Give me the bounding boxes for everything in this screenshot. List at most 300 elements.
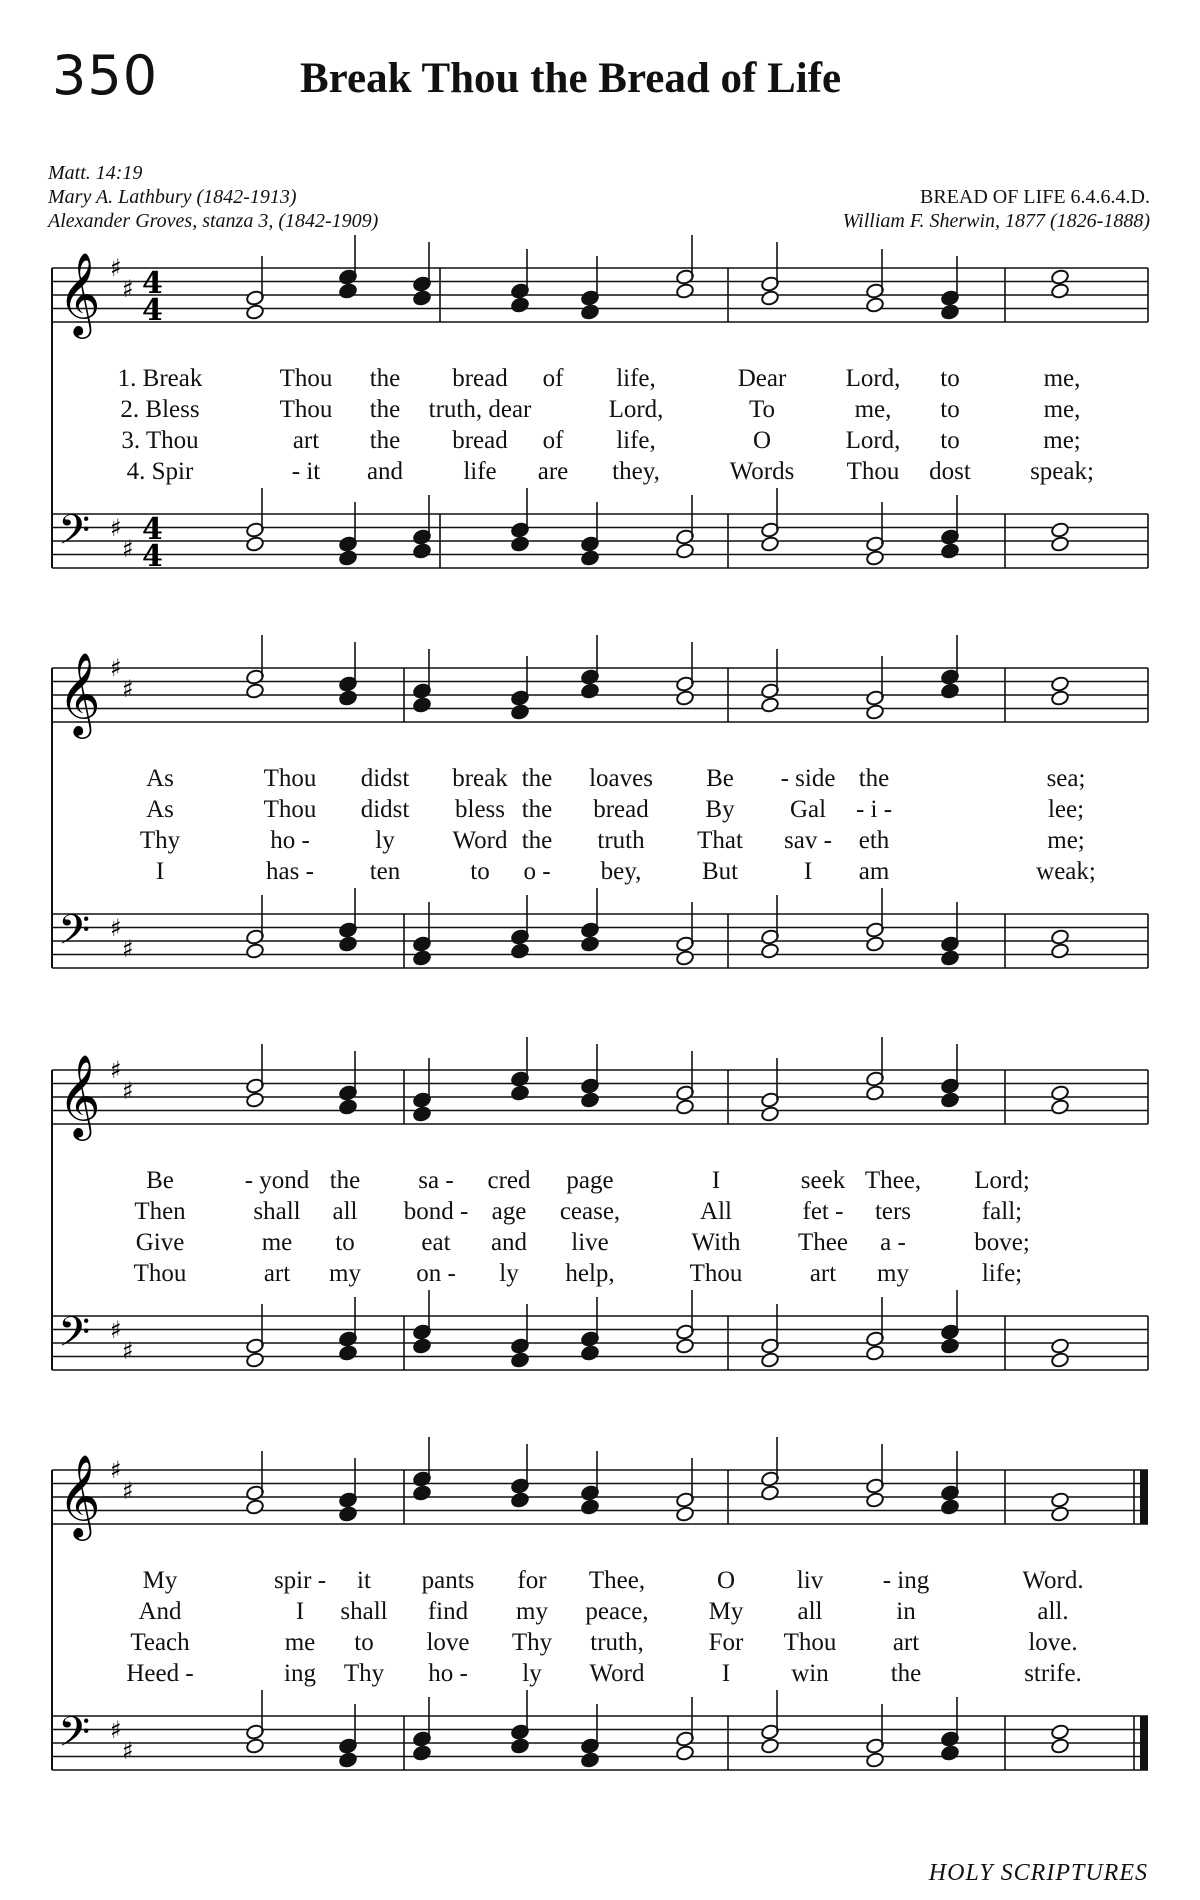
lyric-word: 3. Thou xyxy=(121,427,199,454)
lyric-word: the xyxy=(521,765,553,792)
bass-staff-3 xyxy=(52,1308,1148,1370)
bass-clef: 𝄢 xyxy=(58,506,91,564)
lyric-word: All xyxy=(700,1198,732,1225)
hymn-title: Break Thou the Bread of Life xyxy=(300,55,842,102)
system-4 xyxy=(52,1437,1148,1770)
lyric-word: seek xyxy=(800,1167,846,1194)
lyric-word: me, xyxy=(854,396,892,423)
lyric-word: the xyxy=(521,827,553,854)
lyric-word: ly xyxy=(499,1260,519,1287)
sharp-sign: ♯ xyxy=(122,1737,134,1765)
lyric-word: art xyxy=(809,1260,837,1287)
lyric-word: didst xyxy=(360,796,410,823)
lyric-word: I xyxy=(711,1167,721,1194)
lyric-word: bless xyxy=(455,796,505,823)
note-head xyxy=(865,1345,884,1362)
lyric-word: Thou xyxy=(846,458,900,485)
note-head xyxy=(245,683,264,700)
note-head xyxy=(865,297,884,314)
lyric-word: That xyxy=(697,827,743,854)
note-head xyxy=(580,683,599,700)
note-head xyxy=(338,690,357,707)
note-head xyxy=(412,1745,431,1762)
note-head xyxy=(245,536,264,553)
lyric-word: to xyxy=(940,396,960,423)
lyric-word: pants xyxy=(421,1567,475,1594)
note-head xyxy=(940,1499,959,1516)
lyric-word: Thou xyxy=(263,796,317,823)
lyric-word: truth xyxy=(597,827,645,854)
note-head xyxy=(580,304,599,321)
system-1 xyxy=(52,235,1148,574)
treble-clef: 𝄞 xyxy=(58,1053,101,1137)
lyric-line-1 xyxy=(146,1167,1030,1194)
time-signature-top: 4 xyxy=(142,512,163,547)
lyric-word: shall xyxy=(253,1198,301,1225)
lyric-word: Lord, xyxy=(608,396,664,423)
note-head xyxy=(1050,1492,1069,1509)
note-head xyxy=(760,697,779,714)
lyric-word: ly xyxy=(522,1660,542,1687)
lyric-word: Then xyxy=(134,1198,186,1225)
footer-category: HOLY SCRIPTURES xyxy=(928,1860,1148,1886)
lyric-line-1 xyxy=(118,365,1081,392)
note-head xyxy=(1050,676,1069,693)
note-head xyxy=(412,290,431,307)
note-head xyxy=(760,1106,779,1123)
sharp-sign: ♯ xyxy=(110,1456,122,1484)
note-head xyxy=(245,1738,264,1755)
lyric-word: me, xyxy=(1043,365,1081,392)
note-head xyxy=(675,543,694,560)
note-head xyxy=(675,950,694,967)
lyric-line-3 xyxy=(130,1629,1077,1656)
lyric-word: win xyxy=(791,1660,829,1687)
lyric-word: art xyxy=(292,427,320,454)
note-head xyxy=(338,1506,357,1523)
note-head xyxy=(510,297,529,314)
lyric-word: love xyxy=(426,1629,470,1656)
note-head xyxy=(580,550,599,567)
lyric-word: Thou xyxy=(279,396,333,423)
sharp-sign: ♯ xyxy=(110,914,122,942)
lyric-word: Lord; xyxy=(974,1167,1030,1194)
lyric-word: life, xyxy=(616,427,656,454)
lyric-word: age xyxy=(491,1198,527,1225)
note-head xyxy=(1050,1338,1069,1355)
lyric-word: break xyxy=(452,765,508,792)
lyric-word: are xyxy=(537,458,569,485)
lyric-word: didst xyxy=(360,765,410,792)
note-head xyxy=(245,1092,264,1109)
lyric-word: me, xyxy=(1043,396,1081,423)
lyric-word: ho - xyxy=(270,827,310,854)
treble-clef: 𝄞 xyxy=(58,1453,101,1537)
note-head xyxy=(760,943,779,960)
composer-name: William F. Sherwin, 1877 xyxy=(842,210,1046,232)
lyric-word: But xyxy=(701,858,739,885)
note-head xyxy=(760,1352,779,1369)
note-head xyxy=(245,943,264,960)
lyric-word: all xyxy=(797,1598,823,1625)
lyric-word: cease, xyxy=(559,1198,621,1225)
note-head xyxy=(510,1352,529,1369)
lyric-word: truth, xyxy=(590,1629,644,1656)
note-head xyxy=(675,690,694,707)
note-head xyxy=(580,1092,599,1109)
lyric-word: sa - xyxy=(418,1167,454,1194)
lyric-line-2 xyxy=(146,796,1084,823)
note-head xyxy=(1050,536,1069,553)
lyric-word: Lord, xyxy=(845,365,901,392)
sharp-sign: ♯ xyxy=(122,1077,134,1105)
lyric-word: I xyxy=(721,1660,731,1687)
lyric-word: of xyxy=(542,427,564,454)
note-head xyxy=(865,704,884,721)
treble-staff-4 xyxy=(52,1453,1148,1541)
note-head xyxy=(338,1752,357,1769)
system-2 xyxy=(52,635,1148,968)
note-head xyxy=(1050,1724,1069,1741)
lyric-word: truth, dear xyxy=(428,396,532,423)
lyric-word: For xyxy=(708,1629,744,1656)
treble-clef: 𝄞 xyxy=(58,651,101,735)
lyric-line-2 xyxy=(138,1598,1068,1625)
note-head xyxy=(1050,1099,1069,1116)
lyric-word: to xyxy=(470,858,490,885)
lyric-word: With xyxy=(691,1229,741,1256)
lyric-line-2 xyxy=(134,1198,1022,1225)
note-head xyxy=(338,283,357,300)
lyric-line-4 xyxy=(126,1660,1081,1687)
lyric-word: they, xyxy=(612,458,660,485)
sharp-sign: ♯ xyxy=(122,675,134,703)
note-head xyxy=(338,1099,357,1116)
note-head xyxy=(675,283,694,300)
lyric-word: Thou xyxy=(783,1629,837,1656)
note-head xyxy=(940,304,959,321)
lyric-word: my xyxy=(329,1260,361,1287)
note-head xyxy=(412,697,431,714)
lyric-word: on - xyxy=(416,1260,456,1287)
note-head xyxy=(412,950,431,967)
note-head xyxy=(338,1345,357,1362)
lyric-word: peace, xyxy=(585,1598,649,1625)
lyric-word: to xyxy=(335,1229,355,1256)
time-signature-bottom: 4 xyxy=(142,293,163,328)
lyric-word: Heed - xyxy=(126,1660,194,1687)
note-head xyxy=(675,1745,694,1762)
lyric-word: eth xyxy=(858,827,890,854)
lyric-word: fet - xyxy=(802,1198,844,1225)
lyric-word: Teach xyxy=(130,1629,190,1656)
lyric-line-4 xyxy=(127,458,1094,485)
lyric-word: eat xyxy=(421,1229,451,1256)
note-head xyxy=(510,1738,529,1755)
lyric-word: am xyxy=(858,858,890,885)
bass-staff-1 xyxy=(52,506,1148,574)
lyric-word: and xyxy=(366,458,404,485)
note-head xyxy=(865,1085,884,1102)
note-head xyxy=(580,1345,599,1362)
sharp-sign: ♯ xyxy=(110,1716,122,1744)
sharp-sign: ♯ xyxy=(110,254,122,282)
time-signature-top: 4 xyxy=(142,266,163,301)
bass-clef: 𝄢 xyxy=(58,906,91,964)
note-head xyxy=(940,950,959,967)
lyric-word: me; xyxy=(1047,827,1085,854)
lyric-word: Be xyxy=(706,765,734,792)
note-head xyxy=(245,1352,264,1369)
lyric-word: love. xyxy=(1028,1629,1078,1656)
lyric-word: to xyxy=(940,427,960,454)
lyric-word: By xyxy=(705,796,735,823)
note-head xyxy=(940,1092,959,1109)
lyric-word: to xyxy=(354,1629,374,1656)
note-head xyxy=(510,1085,529,1102)
sharp-sign: ♯ xyxy=(122,1337,134,1365)
lyric-word: bread xyxy=(593,796,649,823)
lyric-word: Gal xyxy=(789,796,827,823)
sharp-sign: ♯ xyxy=(122,1477,134,1505)
lyric-word: o - xyxy=(523,858,551,885)
lyric-word: the xyxy=(521,796,553,823)
lyric-line-4 xyxy=(156,858,1096,885)
lyric-word: 2. Bless xyxy=(120,396,200,423)
lyric-word: page xyxy=(566,1167,614,1194)
lyric-word: help, xyxy=(565,1260,615,1287)
lyric-word: my xyxy=(877,1260,909,1287)
lyric-word: ten xyxy=(369,858,401,885)
lyric-word: bread xyxy=(452,427,508,454)
lyric-word: sea; xyxy=(1046,765,1086,792)
note-head xyxy=(865,936,884,953)
treble-staff-1 xyxy=(52,251,1148,339)
lyric-word: life, xyxy=(616,365,656,392)
lyric-word: me xyxy=(284,1629,316,1656)
lyric-word: bread xyxy=(452,365,508,392)
lyric-word: Thou xyxy=(689,1260,743,1287)
note-head xyxy=(580,936,599,953)
lyric-word: 4. Spir xyxy=(126,458,194,485)
note-head xyxy=(412,543,431,560)
note-head xyxy=(675,1506,694,1523)
scripture-reference: Matt. 14:19 xyxy=(48,162,143,184)
sharp-sign: ♯ xyxy=(110,654,122,682)
lyric-word: ho - xyxy=(428,1660,468,1687)
lyric-word: Be xyxy=(146,1167,174,1194)
lyric-word: for xyxy=(517,1567,547,1594)
tune-name: BREAD OF LIFE 6.4.6.4.D. xyxy=(919,186,1150,208)
lyric-word: bey, xyxy=(600,858,642,885)
lyric-word: the xyxy=(369,396,401,423)
lyric-word: Word xyxy=(589,1660,645,1687)
composer-dates: (1826-1888) xyxy=(1050,210,1150,232)
lyric-word: liv xyxy=(796,1567,824,1594)
lyric-word: Word xyxy=(452,827,508,854)
bass-staff-4 xyxy=(52,1708,1148,1770)
lyric-word: 1. Break xyxy=(117,365,203,392)
bass-clef: 𝄢 xyxy=(58,1308,91,1366)
lyric-word: My xyxy=(142,1567,178,1594)
text-author: Mary A. Lathbury (1842-1913) xyxy=(48,186,297,208)
lyric-word: I xyxy=(803,858,813,885)
note-head xyxy=(940,683,959,700)
note-head xyxy=(675,1099,694,1116)
lyric-word: Thou xyxy=(279,365,333,392)
sharp-sign: ♯ xyxy=(122,535,134,563)
time-signature-bottom: 4 xyxy=(142,539,163,574)
note-head xyxy=(1050,1085,1069,1102)
lyric-word: Thou xyxy=(263,765,317,792)
bass-staff-2 xyxy=(52,906,1148,968)
lyric-word: I xyxy=(295,1598,305,1625)
lyric-line-3 xyxy=(136,1229,1030,1256)
lyric-word: As xyxy=(146,765,174,792)
note-head xyxy=(1050,690,1069,707)
sharp-sign: ♯ xyxy=(110,1316,122,1344)
note-head xyxy=(1050,1738,1069,1755)
note-head xyxy=(510,1492,529,1509)
lyric-word: - i - xyxy=(855,796,893,823)
note-head xyxy=(1050,269,1069,286)
lyric-word: a - xyxy=(880,1229,906,1256)
lyric-word: life xyxy=(463,458,497,485)
lyric-word: ing xyxy=(284,1660,316,1687)
lyric-word: and xyxy=(490,1229,528,1256)
lyric-word: it xyxy=(357,1567,371,1594)
lyric-word: Thee, xyxy=(864,1167,922,1194)
lyric-word: I xyxy=(155,858,165,885)
note-head xyxy=(760,1485,779,1502)
lyric-word: all xyxy=(332,1198,358,1225)
lyric-word: As xyxy=(146,796,174,823)
note-head xyxy=(760,536,779,553)
lyric-word: life; xyxy=(981,1260,1023,1287)
lyric-line-1 xyxy=(143,1567,1084,1594)
note-head xyxy=(940,543,959,560)
lyric-word: lee; xyxy=(1047,796,1085,823)
treble-staff-2 xyxy=(52,651,1148,739)
note-head xyxy=(940,1338,959,1355)
lyric-word: Thy xyxy=(343,1660,385,1687)
note-head xyxy=(1050,943,1069,960)
lyric-word: Thee, xyxy=(588,1567,646,1594)
bass-clef: 𝄢 xyxy=(58,1708,91,1766)
lyric-word: Thee xyxy=(798,1229,848,1256)
sharp-sign: ♯ xyxy=(110,1056,122,1084)
lyric-word: me xyxy=(261,1229,293,1256)
lyric-line-2 xyxy=(120,396,1080,423)
treble-clef: 𝄞 xyxy=(58,251,101,335)
lyric-word: sav - xyxy=(784,827,832,854)
note-head xyxy=(510,943,529,960)
lyric-word: And xyxy=(138,1598,182,1625)
system-3 xyxy=(52,1037,1148,1370)
lyric-word: my xyxy=(516,1598,548,1625)
lyric-word: weak; xyxy=(1036,858,1096,885)
lyric-word: Give xyxy=(135,1229,185,1256)
lyric-word: speak; xyxy=(1030,458,1094,485)
lyric-word: - side xyxy=(780,765,836,792)
lyric-line-4 xyxy=(134,1260,1023,1287)
note-head xyxy=(865,1752,884,1769)
lyric-word: in xyxy=(896,1598,916,1625)
note-head xyxy=(338,936,357,953)
lyric-line-1 xyxy=(146,765,1085,792)
lyric-word: ters xyxy=(874,1198,912,1225)
lyric-word: loaves xyxy=(589,765,653,792)
note-head xyxy=(760,1738,779,1755)
lyric-word: all. xyxy=(1037,1598,1069,1625)
lyric-word: Word. xyxy=(1022,1567,1084,1594)
sharp-sign: ♯ xyxy=(122,275,134,303)
note-head xyxy=(1050,1506,1069,1523)
lyric-word: shall xyxy=(340,1598,388,1625)
lyric-word: dost xyxy=(929,458,971,485)
note-head xyxy=(245,304,264,321)
lyric-word: O xyxy=(752,427,772,454)
lyric-word: Words xyxy=(729,458,795,485)
lyric-word: art xyxy=(892,1629,920,1656)
lyric-word: To xyxy=(748,396,776,423)
lyric-word: live xyxy=(571,1229,609,1256)
lyric-word: bove; xyxy=(974,1229,1030,1256)
lyric-word: ly xyxy=(375,827,395,854)
lyric-word: the xyxy=(369,365,401,392)
lyric-line-3 xyxy=(121,427,1080,454)
note-head xyxy=(865,550,884,567)
lyric-word: to xyxy=(940,365,960,392)
note-head xyxy=(1050,1352,1069,1369)
lyric-word: has - xyxy=(266,858,314,885)
note-head xyxy=(580,1752,599,1769)
text-author-stanza3: Alexander Groves, stanza 3, (1842-1909) xyxy=(48,210,379,232)
lyric-word: - yond xyxy=(244,1167,310,1194)
lyric-word: strife. xyxy=(1024,1660,1082,1687)
lyric-word: Thou xyxy=(133,1260,187,1287)
note-head xyxy=(940,1745,959,1762)
lyric-word: me; xyxy=(1043,427,1081,454)
lyric-word: Thy xyxy=(139,827,181,854)
lyric-word: - ing xyxy=(882,1567,930,1594)
lyric-word: find xyxy=(427,1598,469,1625)
lyric-word: cred xyxy=(487,1167,531,1194)
lyric-word: Lord, xyxy=(845,427,901,454)
note-head xyxy=(245,1499,264,1516)
lyric-word: spir - xyxy=(273,1567,327,1594)
note-head xyxy=(1050,283,1069,300)
note-head xyxy=(510,536,529,553)
lyric-word: Dear xyxy=(737,365,787,392)
note-head xyxy=(338,550,357,567)
note-head xyxy=(1050,522,1069,539)
note-head xyxy=(1050,929,1069,946)
note-head xyxy=(580,1499,599,1516)
lyric-word: of xyxy=(542,365,564,392)
lyric-word: the xyxy=(890,1660,922,1687)
note-head xyxy=(675,1338,694,1355)
sharp-sign: ♯ xyxy=(110,514,122,542)
note-head xyxy=(412,1106,431,1123)
lyric-word: the xyxy=(369,427,401,454)
note-head xyxy=(510,704,529,721)
lyric-word: O xyxy=(716,1567,736,1594)
lyric-word: Thy xyxy=(511,1629,553,1656)
lyric-word: - it xyxy=(291,458,321,485)
lyric-word: bond - xyxy=(403,1198,469,1225)
note-head xyxy=(412,1485,431,1502)
